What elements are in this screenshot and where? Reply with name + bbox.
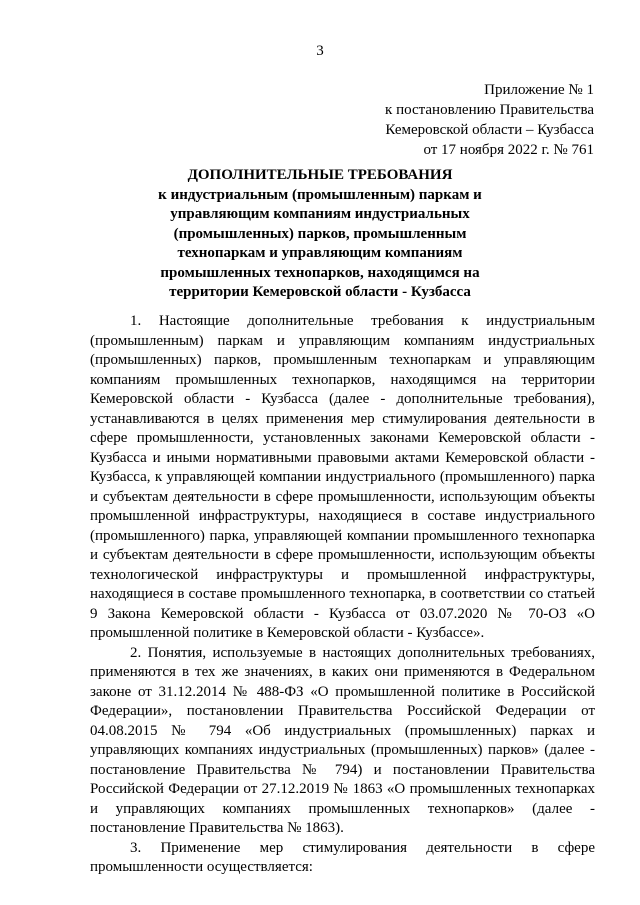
title-line: управляющим компаниям индустриальных bbox=[170, 206, 470, 222]
title-line: промышленных технопарков, находящимся на bbox=[160, 264, 480, 281]
document-title bbox=[90, 166, 550, 303]
title-line: (промышленных) парков, промышленным bbox=[173, 225, 467, 242]
appendix-title: Приложение № 1 bbox=[484, 82, 594, 98]
page-number: 3 bbox=[316, 43, 324, 59]
title-line: технопаркам и управляющим компаниям bbox=[177, 245, 463, 261]
appendix-date: от 17 ноября 2022 г. № 761 bbox=[423, 142, 594, 158]
paragraph-3: 3. Применение мер стимулирования деятельности в сфере промышленности осуществляется: bbox=[90, 839, 595, 875]
appendix-reference: к постановлению Правительства bbox=[385, 102, 594, 118]
title-heading: ДОПОЛНИТЕЛЬНЫЕ ТРЕБОВАНИЯ bbox=[187, 167, 453, 183]
paragraph-1: 1. Настоящие дополнительные требования к индустриальным (промышленным) паркам и управляющим компаниям индустриальных (промышленных) парков, промышленным технопаркам и управляющим компаниям промышленных технопарков, находящимся на территории Кемеровской области - Кузбасса (далее - дополнительные требования), устанавливаются в целях применения мер стимулирования деятельности в сфере промышленности, установленных законами Кемеровской области - Кузбасса и иными нормативными правовыми актами Кемеровской области - Кузбасса, к управляющей компании индустриального (промышленного) парка и субъектам деятельности в сфере промышленности, использующим объекты промышленной инфраструктуры, находящиеся в составе индустриального (промышленного) парка, управляющей компании промышленного технопарка и субъектам деятельности в сфере промышленности, использующим объекты технологической инфраструктуры и промышленной инфраструктуры, находящиеся в составе промышленного технопарка, в соответствии со статьей 9 Закона Кемеровской области - Кузбасса от 03.07.2020 № 70-ОЗ «О промышленной политике в Кемеровской области - Кузбассе». bbox=[90, 313, 595, 641]
appendix-header bbox=[385, 80, 594, 160]
document-body bbox=[90, 312, 595, 878]
title-line: территории Кемеровской области - Кузбасса bbox=[169, 284, 471, 300]
paragraph-2: 2. Понятия, используемые в настоящих дополнительных требованиях, применяются в тех же значениях, в каких они применяются в Федеральном законе от 31.12.2014 № 488-ФЗ «О промышленной политике в Российской Федерации», постановлении Правительства Российской Федерации от 04.08.2015 № 794 «Об индустриальных (промышленных) парках и управляющих компаниях индустриальных (промышленных) парков» (далее - постановление Правительства № 794) и постановлении Правительства Российской Федерации от 27.12.2019 № 1863 «О промышленных технопарках и управляющих компаниях промышленных технопарков» (далее - постановление Правительства № 1863). bbox=[90, 644, 595, 836]
title-line: к индустриальным (промышленным) паркам и bbox=[158, 186, 482, 203]
appendix-region: Кемеровской области – Кузбасса bbox=[385, 122, 594, 138]
